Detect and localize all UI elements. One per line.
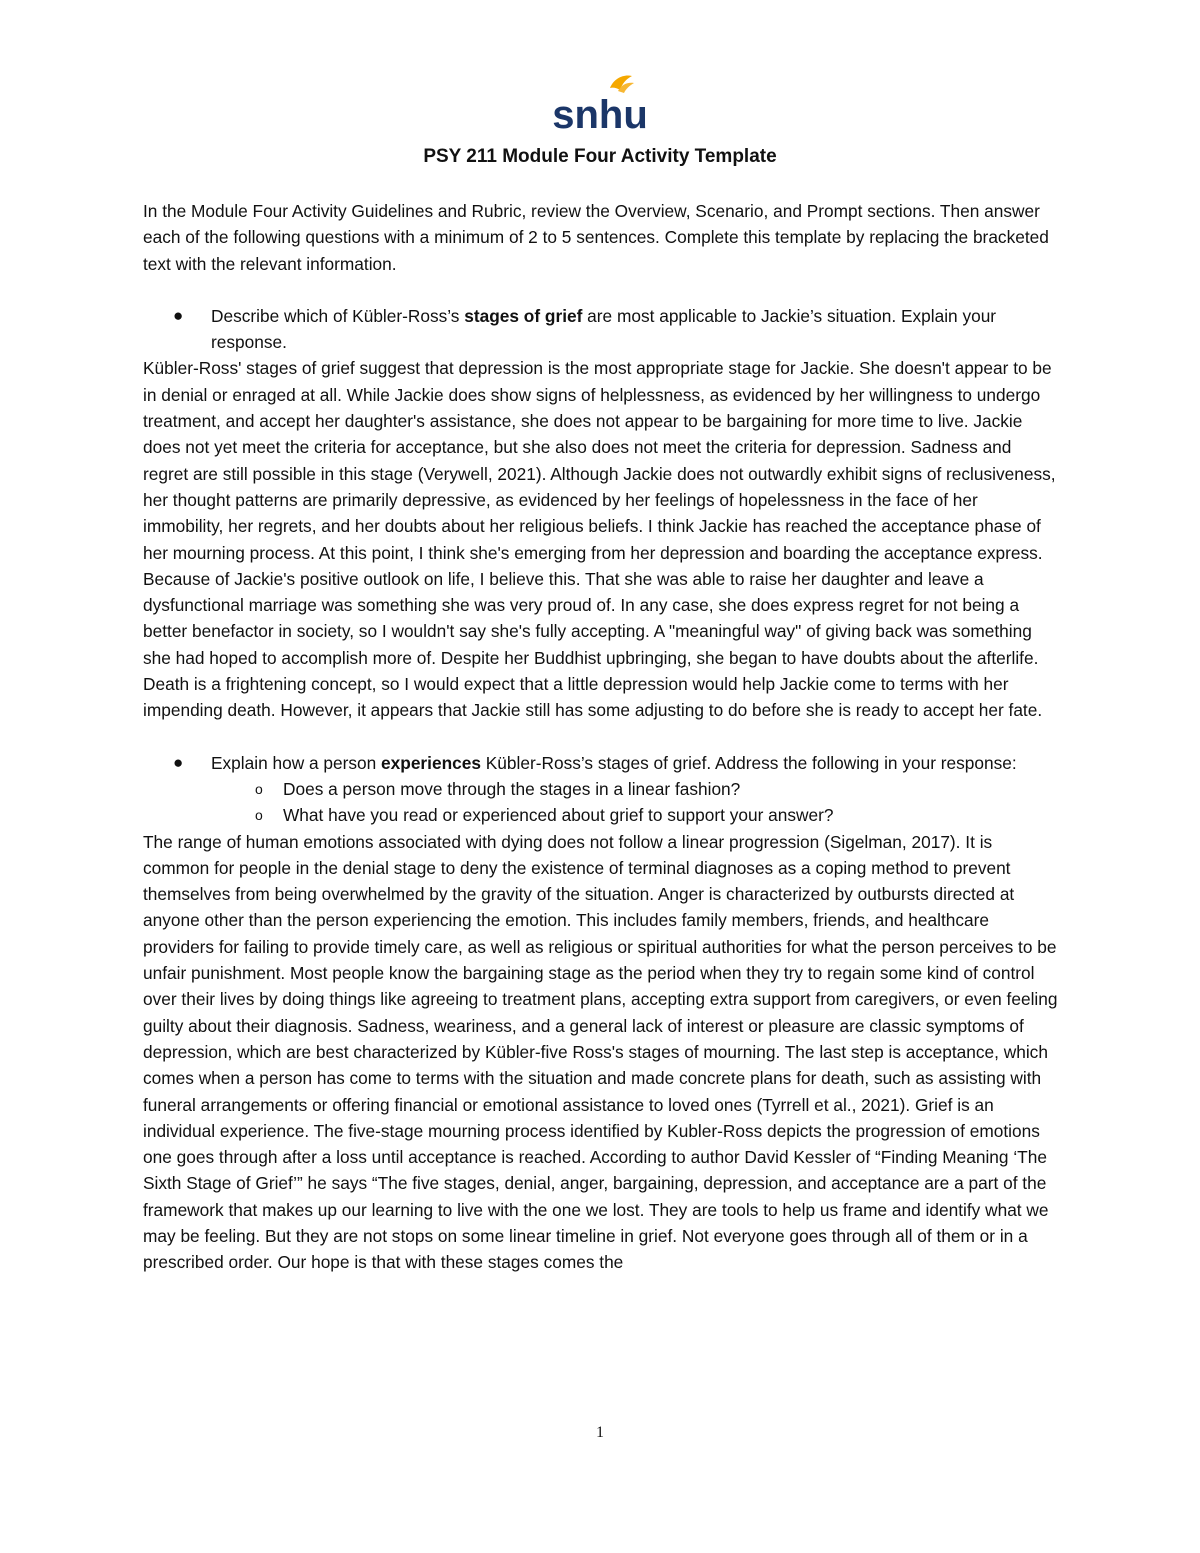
question-1-emphasis: stages of grief <box>464 305 583 326</box>
spacer <box>143 277 1060 303</box>
spacer <box>143 724 1060 750</box>
bullet-icon: ● <box>173 752 184 772</box>
question-2-subitem-text: Does a person move through the stages in a linear fashion? <box>283 778 741 799</box>
answer-1: Kübler-Ross' stages of grief suggest that depression is the most appropriate stage for Jackie. She doesn't appear to be in denial or enraged at all. While Jackie does show signs of helplessness, as evidenced by her willingness to undergo treatment, and accept her daughter's assistance, she does not appear to be bargaining for more time to live. Jackie does not yet meet the criteria for acceptance, but she also does not meet the criteria for depression. Sadness and regret are still possible in this stage (Verywell, 2021). Although Jackie does not outwardly exhibit signs of reclusiveness, her thought patterns are primarily depressive, as evidenced by her feelings of hopelessness in the face of her immobility, her regrets, and her doubts about her religious beliefs. I think Jackie has reached the acceptance phase of her mourning process. At this point, I think she's emerging from her depression and boarding the acceptance express. Because of Jackie's positive outlook on life, I believe this. That she was able to raise her daughter and leave a dysfunctional marriage was something she was very proud of. In any case, she does express regret for not being a better benefactor in society, so I wouldn't say she's fully accepting. A "meaningful way" of giving back was something she had hoped to accomplish more of. Despite her Buddhist upbringing, she began to have doubts about the afterlife. Death is a frightening concept, so I would expect that a little depression would help Jackie come to terms with her impending death. However, it appears that Jackie still has some adjusting to do before she is ready to accept her fate. <box>143 358 1056 721</box>
bullet-icon: ● <box>173 305 184 325</box>
snhu-logo <box>552 72 648 132</box>
circle-bullet-icon: o <box>255 780 263 797</box>
question-1-text-end: are most applicable to Jackie’s situation. Explain your response. <box>211 305 997 353</box>
question-1-text-start: Describe which of Kübler-Ross’s <box>211 305 465 326</box>
answer-2: The range of human emotions associated with dying does not follow a linear progression (Sigelman, 2017). It is common for people in the denial stage to deny the existence of terminal diagnoses as a coping method to prevent themselves from being overwhelmed by the gravity of the situation. Anger is characterized by outbursts directed at anyone other than the person experiencing the emotion. This includes family members, friends, and healthcare providers for failing to provide timely care, as well as religious or spiritual authorities for what the person perceives to be unfair punishment. Most people know the bargaining stage as the period when they try to regain some kind of control over their lives by doing things like agreeing to treatment plans, accepting extra support from caregivers, or even feeling guilty about their diagnosis. Sadness, weariness, and a general lack of interest or pleasure are classic symptoms of depression, which are best characterized by Kübler-five Ross's stages of mourning. The last step is acceptance, which comes when a person has come to terms with the situation and made concrete plans for death, such as assisting with funeral arrangements or offering financial or emotional assistance to loved ones (Tyrrell et al., 2021). Grief is an individual experience. The five-stage mourning process identified by Kubler-Ross depicts the progression of emotions one goes through after a loss until acceptance is reached. According to author David Kessler of “Finding Meaning ‘The Sixth Stage of Grief’” he says “The five stages, denial, anger, bargaining, depression, and acceptance are a part of the framework that makes up our learning to live with the one we lost. They are tools to help us frame and identify what we may be feeling. But they are not stops on some linear timeline in grief. Not everyone goes through all of them or in a prescribed order. Our hope is that with these stages comes the <box>143 831 1058 1273</box>
page-number: 1 <box>596 1424 604 1441</box>
document-body <box>143 198 1060 1276</box>
question-2-text-end: Kübler-Ross’s stages of grief. Address the following in your response: <box>480 752 1017 773</box>
question-2-subitem <box>143 776 1060 802</box>
circle-bullet-icon: o <box>255 807 263 824</box>
snhu-logo-graphic <box>552 72 648 132</box>
question-2-subitem-text: What have you read or experienced about grief to support your answer? <box>283 805 834 826</box>
question-1 <box>143 303 1060 356</box>
question-2-subitem <box>143 802 1060 828</box>
intro-paragraph: In the Module Four Activity Guidelines and Rubric, review the Overview, Scenario, and Prompt sections. Then answer each of the following questions with a minimum of 2 to 5 sentences. Complete this template by replacing the bracketed text with the relevant information. <box>143 201 1049 274</box>
page-title: PSY 211 Module Four Activity Template <box>423 146 777 167</box>
logo-wordmark: snhu <box>552 93 648 132</box>
question-2-emphasis: experiences <box>381 752 481 773</box>
question-2 <box>143 750 1060 776</box>
question-2-text-start: Explain how a person <box>211 752 382 773</box>
